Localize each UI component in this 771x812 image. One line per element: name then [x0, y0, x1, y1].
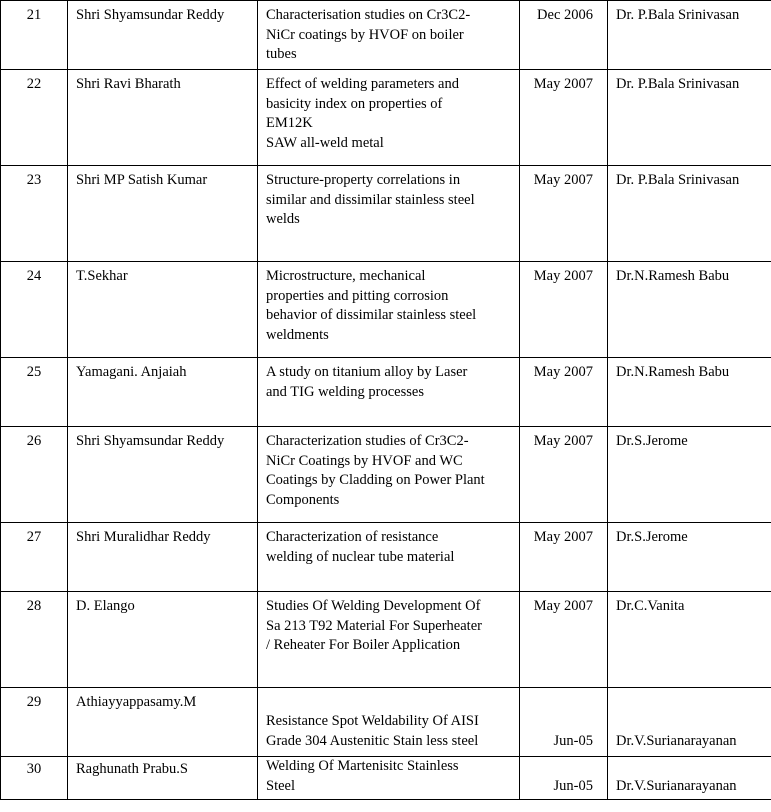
thesis-title: Welding Of Martenisitc Stainless Steel — [258, 757, 520, 800]
student-name: Athiayyappasamy.M — [68, 688, 258, 757]
thesis-title: Structure-property correlations in similar and dissimilar stainless steel welds — [258, 166, 520, 262]
thesis-title: Studies Of Welding Development Of Sa 213 T92 Material For Superheater / Reheater For Boiler Application — [258, 592, 520, 688]
serial-number: 30 — [1, 757, 68, 800]
guide-name: Dr.N.Ramesh Babu — [608, 262, 771, 358]
student-name: Shri Shyamsundar Reddy — [68, 427, 258, 523]
serial-number: 29 — [1, 688, 68, 757]
thesis-title: Effect of welding parameters and basicity index on properties of EM12K SAW all-weld metal — [258, 70, 520, 166]
completion-date: May 2007 — [520, 358, 608, 427]
student-name: Shri Shyamsundar Reddy — [68, 1, 258, 70]
table-row — [1, 523, 771, 592]
guide-name: Dr.N.Ramesh Babu — [608, 358, 771, 427]
student-name: Shri MP Satish Kumar — [68, 166, 258, 262]
thesis-title: Resistance Spot Weldability Of AISI Grade 304 Austenitic Stain less steel — [258, 688, 520, 757]
table-row — [1, 166, 771, 262]
thesis-title: Microstructure, mechanical properties and pitting corrosion behavior of dissimilar stainless steel weldments — [258, 262, 520, 358]
serial-number: 22 — [1, 70, 68, 166]
guide-name: Dr.S.Jerome — [608, 427, 771, 523]
completion-date: Jun-05 — [520, 688, 608, 757]
completion-date: May 2007 — [520, 592, 608, 688]
guide-name: Dr.V.Surianarayanan — [608, 757, 771, 800]
guide-name: Dr. P.Bala Srinivasan — [608, 1, 771, 70]
completion-date: Dec 2006 — [520, 1, 608, 70]
completion-date: May 2007 — [520, 166, 608, 262]
table-row — [1, 688, 771, 757]
serial-number: 28 — [1, 592, 68, 688]
guide-name: Dr. P.Bala Srinivasan — [608, 166, 771, 262]
thesis-title: Characterisation studies on Cr3C2- NiCr coatings by HVOF on boiler tubes — [258, 1, 520, 70]
table-row — [1, 70, 771, 166]
table-row — [1, 262, 771, 358]
completion-date: May 2007 — [520, 427, 608, 523]
student-name: Raghunath Prabu.S — [68, 757, 258, 800]
completion-date: May 2007 — [520, 70, 608, 166]
serial-number: 23 — [1, 166, 68, 262]
guide-name: Dr.C.Vanita — [608, 592, 771, 688]
table-row — [1, 592, 771, 688]
guide-name: Dr.V.Surianarayanan — [608, 688, 771, 757]
thesis-title: Characterization studies of Cr3C2- NiCr Coatings by HVOF and WC Coatings by Cladding on Power Plant Components — [258, 427, 520, 523]
serial-number: 26 — [1, 427, 68, 523]
serial-number: 21 — [1, 1, 68, 70]
guide-name: Dr.S.Jerome — [608, 523, 771, 592]
student-name: Yamagani. Anjaiah — [68, 358, 258, 427]
thesis-title: Characterization of resistance welding of nuclear tube material — [258, 523, 520, 592]
student-name: D. Elango — [68, 592, 258, 688]
thesis-title: A study on titanium alloy by Laser and TIG welding processes — [258, 358, 520, 427]
serial-number: 24 — [1, 262, 68, 358]
table-row — [1, 1, 771, 70]
table-row — [1, 427, 771, 523]
serial-number: 27 — [1, 523, 68, 592]
completion-date: May 2007 — [520, 262, 608, 358]
completion-date: May 2007 — [520, 523, 608, 592]
student-name: Shri Muralidhar Reddy — [68, 523, 258, 592]
serial-number: 25 — [1, 358, 68, 427]
table-row — [1, 358, 771, 427]
student-name: Shri Ravi Bharath — [68, 70, 258, 166]
student-name: T.Sekhar — [68, 262, 258, 358]
table-row — [1, 757, 771, 800]
completion-date: Jun-05 — [520, 757, 608, 800]
guide-name: Dr. P.Bala Srinivasan — [608, 70, 771, 166]
